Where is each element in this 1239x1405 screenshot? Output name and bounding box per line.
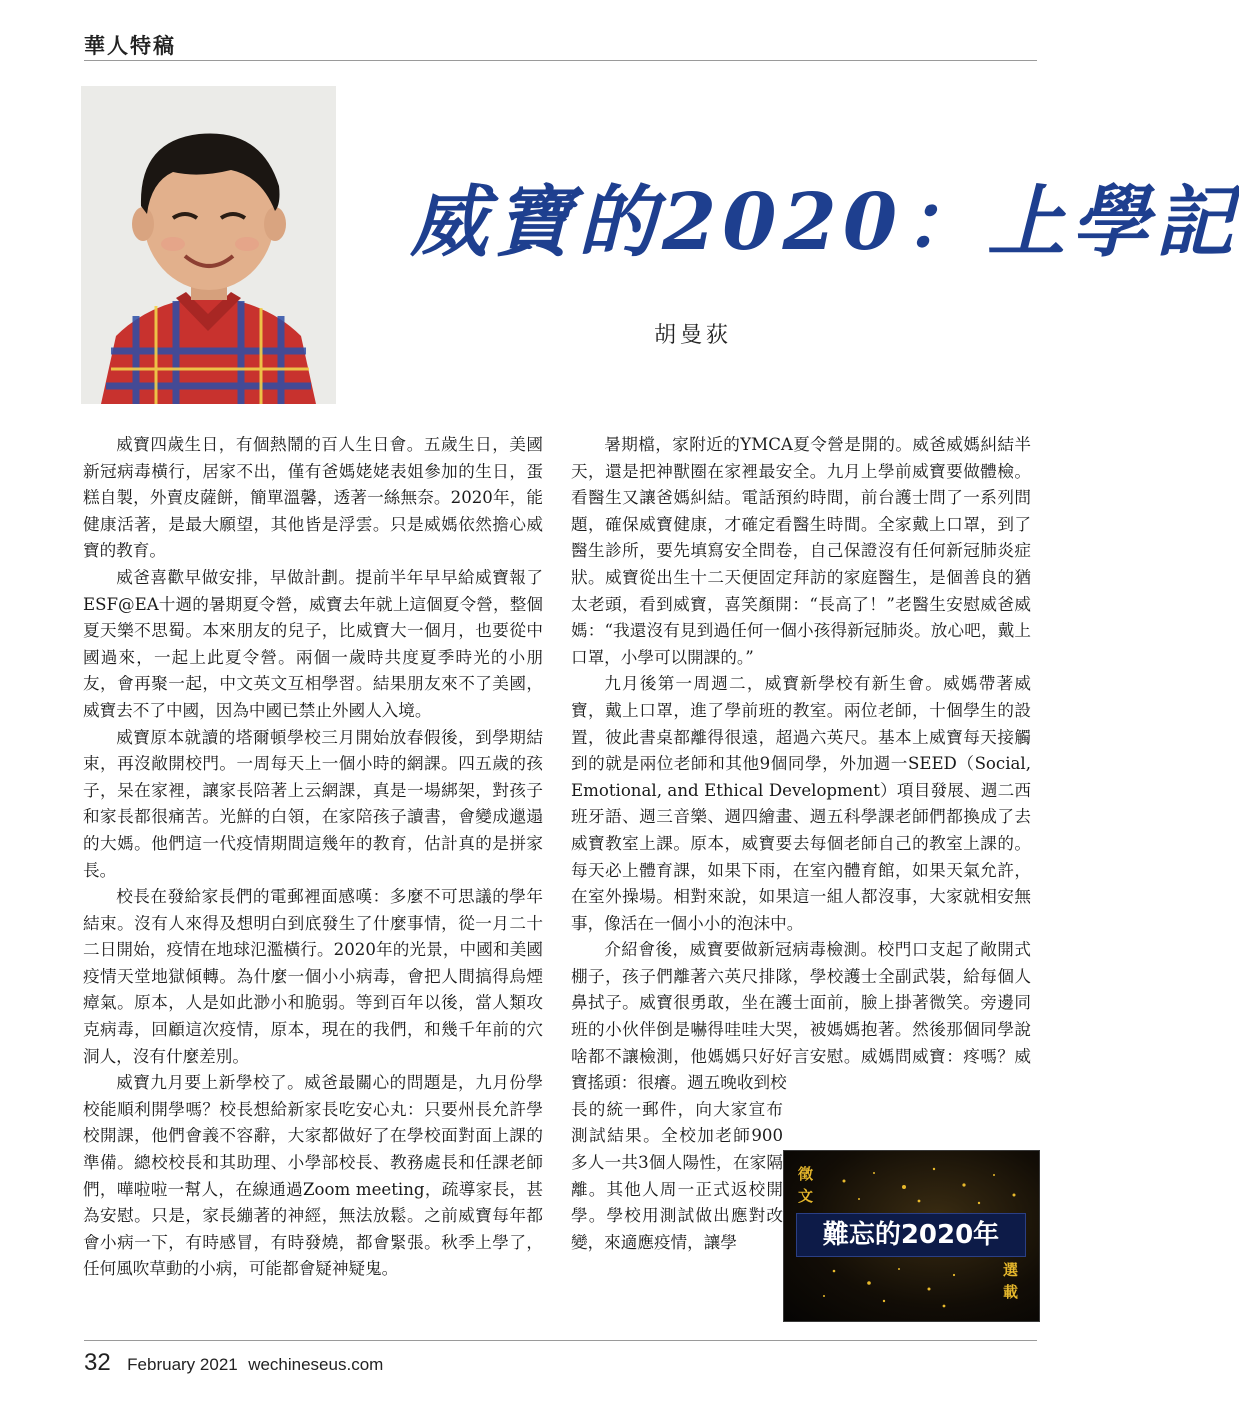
banner-corner-bottom: 選載 bbox=[1003, 1261, 1019, 1301]
banner-main-text: 難忘的2020年 bbox=[796, 1213, 1026, 1257]
page-footer bbox=[84, 1349, 383, 1377]
paragraph: 暑期檔，家附近的YMCA夏令營是開的。威爸威媽糾結半天，還是把神獸圈在家裡最安全。九月上學前威寶要做體檢。看醫生又讓爸媽糾結。電話預約時間，前台護士問了一系列問題，確保威寶健康，才確定看醫生時間。全家戴上口罩，到了醫生診所，要先填寫安全問卷，自己保證沒有任何新冠肺炎症狀。威寶從出生十二天便固定拜訪的家庭醫生，是個善良的猶太老頭，看到威寶，喜笑顏開：“長高了！”老醫生安慰威爸威媽：“我還沒有見到過任何一個小孩得新冠肺炎。放心吧，戴上口罩，小學可以開課的。” bbox=[571, 435, 1031, 667]
paragraph: 介紹會後，威寶要做新冠病毒檢測。校門口支起了敞開式棚子，孩子們離著六英尺排隊，學校護士全副武裝，給每個人鼻拭子。威寶很勇敢，坐在護士面前，臉上掛著微笑。旁邊同班的小伙伴倒是嚇得哇哇大哭，被媽媽抱著。然後那個同學說啥都不讓檢測，他媽媽只好好言安慰。威媽問威寶：疼嗎？威寶搖頭：很癢。週五晚收到校 bbox=[571, 940, 1031, 1093]
header-rule bbox=[84, 60, 1037, 61]
paragraph-continued: 長的統一郵件，向大家宣布測試結果。全校加老師900多人一共3個人陽性，在家隔離。其他人周一正式返校開學。學校用測試做出應對改變，來適應疫情，讓學 bbox=[571, 1099, 783, 1252]
paragraph: 威寶四歲生日，有個熱鬧的百人生日會。五歲生日，美國新冠病毒橫行，居家不出，僅有爸媽姥姥表姐參加的生日，蛋糕自製，外賣皮薩餅，簡單溫馨，透著一絲無奈。2020年，能健康活著，是最大願望，其他皆是浮雲。只是威媽依然擔心威寶的教育。 bbox=[83, 435, 543, 561]
article-column-right bbox=[571, 432, 1031, 1256]
article-column-left bbox=[83, 432, 543, 1283]
issue-date: February 2021 bbox=[127, 1355, 238, 1374]
section-label: 華人特稿 bbox=[84, 33, 176, 58]
essay-contest-banner bbox=[783, 1150, 1040, 1322]
paragraph: 九月後第一周週二，威寶新學校有新生會。威媽帶著威寶，戴上口罩，進了學前班的教室。兩位老師，十個學生的設置，彼此書桌都離得很遠，超過六英尺。基本上威寶每天接觸到的就是兩位老師和其他9個同學，外加週一SEED（Social, Emotional, and Ethical Development）項目發展、週二西班牙語、週三音樂、週四繪畫、週五科學課老師們都換成了去威寶教室上課。原本，威寶要去每個老師自己的教室上課的。每天必上體育課，如果下雨，在室內體育館，如果天氣允許，在室外操場。相對來說，如果這一組人都沒事，大家就相安無事，像活在一個小小的泡沫中。 bbox=[571, 674, 1031, 933]
website: wechineseus.com bbox=[248, 1355, 384, 1374]
paragraph: 威寶原本就讀的塔爾頓學校三月開始放春假後，到學期結束，再沒敞開校門。一周每天上一個小時的網課。四五歲的孩子，呆在家裡，讓家長陪著上云網課，真是一場綁架，對孩子和家長都很痛苦。光鮮的白領，在家陪孩子讀書，會變成邋遢的大媽。他們這一代疫情期間這幾年的教育，估計真的是拼家長。 bbox=[83, 727, 543, 880]
article-author: 胡曼荻 bbox=[654, 323, 733, 348]
footer-rule bbox=[84, 1340, 1037, 1341]
article-title: 威寶的2020：上學記 bbox=[410, 177, 1239, 268]
paragraph: 威爸喜歡早做安排，早做計劃。提前半年早早給威寶報了ESF@EA十週的暑期夏令營，威寶去年就上這個夏令營，整個夏天樂不思蜀。本來朋友的兒子，比威寶大一個月，也要從中國過來，一起上此夏令營。兩個一歲時共度夏季時光的小朋友，會再聚一起，中文英文互相學習。結果朋友來不了美國，威寶去不了中國，因為中國已禁止外國人入境。 bbox=[83, 567, 543, 720]
child-portrait-photo bbox=[81, 86, 336, 404]
page-number: 32 bbox=[84, 1349, 111, 1376]
banner-corner-top: 徵文 bbox=[798, 1165, 814, 1205]
paragraph: 威寶九月要上新學校了。威爸最關心的問題是，九月份學校能順利開學嗎？校長想給新家長吃安心丸：只要州長允許學校開課，他們會義不容辭，大家都做好了在學校面對面上課的準備。總校校長和其助理、小學部校長、教務處長和任課老師們，嘩啦啦一幫人，在線通過Zoom meeting，疏導家長，甚為安慰。只是，家長繃著的神經，無法放鬆。之前威寶每年都會小病一下，有時感冒，有時發燒，都會緊張。秋季上學了，任何風吹草動的小病，可能都會疑神疑鬼。 bbox=[83, 1073, 543, 1279]
paragraph: 校長在發給家長們的電郵裡面感嘆：多麼不可思議的學年結束。沒有人來得及想明白到底發生了什麼事情，從一月二十二日開始，疫情在地球氾濫橫行。2020年的光景，中國和美國疫情天堂地獄傾轉。為什麼一個小小病毒，會把人間搞得烏煙瘴氣。原本，人是如此渺小和脆弱。等到百年以後，當人類攻克病毒，回顧這次疫情，原本，現在的我們，和幾千年前的穴洞人，沒有什麼差別。 bbox=[83, 887, 543, 1066]
